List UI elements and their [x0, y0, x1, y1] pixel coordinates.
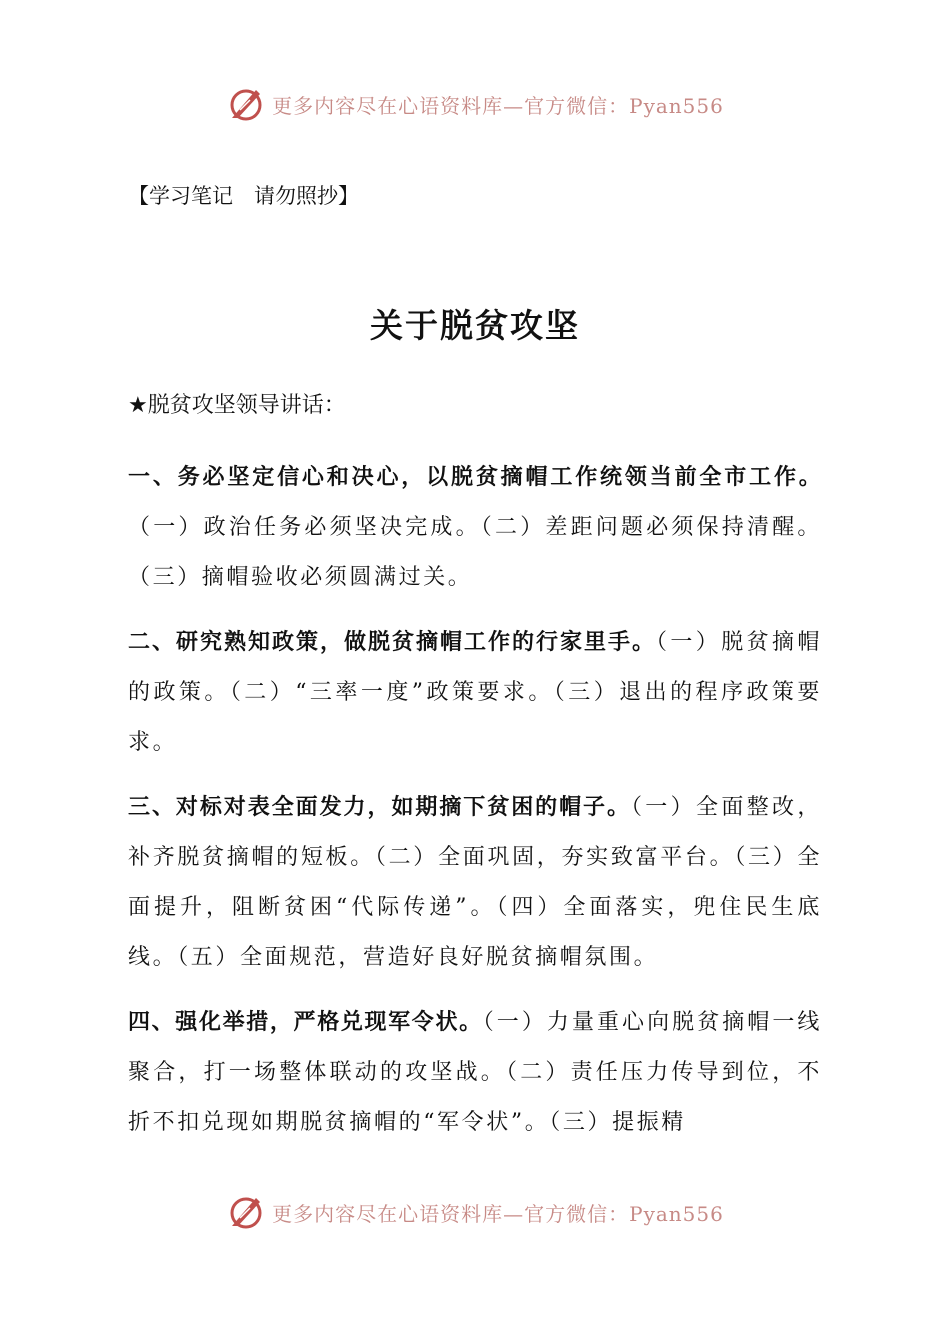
watermark-text — [272, 90, 724, 119]
section-2 — [128, 618, 822, 768]
watermark-label: 官方微信： — [524, 93, 630, 118]
section-heading: 二、研究熟知政策，做脱贫摘帽工作的行家里手。 — [128, 630, 656, 655]
section-heading: 四、强化举措，严格兑现军令状。 — [128, 1010, 483, 1035]
watermark-account: Pyan556 — [629, 1201, 724, 1226]
section-heading: 一、务必坚定信心和决心，以脱贫摘帽工作统领当前全市工作。 — [128, 465, 822, 490]
section-4 — [128, 998, 822, 1148]
page-title: 关于脱贫攻坚 — [370, 306, 580, 345]
section-3 — [128, 783, 822, 983]
watermark-brand: 更多内容尽在心语资料库 — [272, 93, 504, 118]
quill-logo-icon — [226, 84, 266, 124]
footer-watermark — [0, 1190, 950, 1234]
section-body: （一）力量重心向脱贫摘帽一线聚合，打一场整体联动的攻坚战。（二）责任压力传导到位，不折不扣兑现如期脱贫摘帽的“军令状”。（三）提振精 — [128, 1010, 822, 1135]
watermark-text — [272, 1198, 724, 1227]
section-1 — [128, 453, 822, 603]
watermark-separator: — — [503, 93, 525, 118]
header-watermark — [0, 82, 950, 126]
watermark-label: 官方微信： — [524, 1201, 630, 1226]
section-body: （一）脱贫摘帽的政策。（二）“三率一度”政策要求。（三）退出的程序政策要求。 — [128, 630, 822, 755]
watermark-account: Pyan556 — [629, 93, 724, 118]
section-body: （一）政治任务必须坚决完成。（二）差距问题必须保持清醒。（三）摘帽验收必须圆满过关。 — [128, 515, 822, 590]
quill-logo-icon — [226, 1192, 266, 1232]
section-heading: 三、对标对表全面发力，如期摘下贫困的帽子。 — [128, 795, 631, 820]
watermark-separator: — — [503, 1201, 525, 1226]
watermark-brand: 更多内容尽在心语资料库 — [272, 1201, 504, 1226]
section-body: （一）全面整改，补齐脱贫摘帽的短板。（二）全面巩固，夯实致富平台。（三）全面提升，阻断贫困“代际传递”。（四）全面落实，兜住民生底线。（五）全面规范，营造好良好脱贫摘帽氛围。 — [128, 795, 822, 970]
study-note-notice: 【学习笔记 请勿照抄】 — [128, 184, 359, 208]
subheading: ★脱贫攻坚领导讲话： — [128, 393, 346, 418]
